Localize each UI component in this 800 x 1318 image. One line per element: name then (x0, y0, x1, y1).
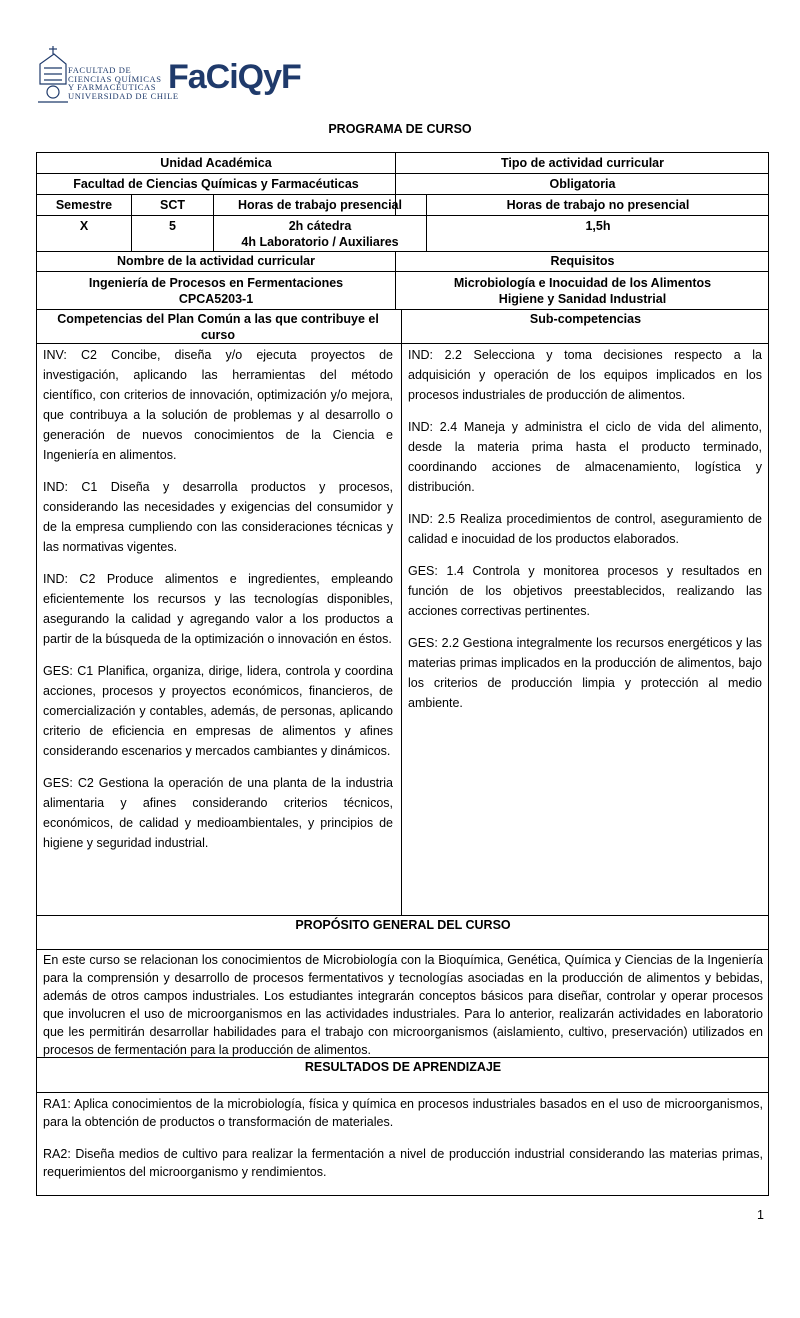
subcompetencias-list (408, 345, 762, 725)
competencia-item: IND: C2 Produce alimentos e ingredientes, empleando eficientemente los recursos y las tecnologías disponibles, asegurando la calidad y agregando valor a los productos a partir de la búsqueda de la optimización o innovación en éstos. (43, 572, 393, 646)
horas-no-presencial-value: 1,5h (585, 219, 611, 233)
horas-presencial-label: Horas de trabajo presencial (238, 198, 402, 212)
resultados-heading: RESULTADOS DE APRENDIZAJE (304, 1060, 502, 1074)
subcompetencia-item: IND: 2.2 Selecciona y toma decisiones respecto a la adquisición y operación de los equipos implicados en los procesos industriales de producción de alimentos. (408, 348, 762, 402)
semestre-value: X (79, 219, 89, 233)
subcompetencia-item: IND: 2.5 Realiza procedimientos de control, aseguramiento de calidad e inocuidad de los productos elaborados. (408, 512, 762, 546)
competencia-item: IND: C1 Diseña y desarrolla productos y procesos, considerando las necesidades y exigencias del consumidor y de la empresa cumpliendo con las consideraciones técnicas y las normativas vigentes. (43, 480, 393, 554)
course-program-table (36, 152, 769, 1196)
semestre-label: Semestre (55, 198, 113, 212)
ra1-text: RA1: Aplica conocimientos de la microbiología, física y química en procesos industriales basados en el uso de microorganismos, para la obtención de productos o transformación de materiales. (43, 1097, 763, 1129)
subcompetencia-item: GES: 1.4 Controla y monitorea procesos y resultados en función de los objetivos preestablecidos, realizando las acciones correctivas pertinentes. (408, 564, 762, 618)
unidad-academica-label: Unidad Académica (160, 156, 272, 170)
requisitos-value: Microbiología e Inocuidad de los Alimentos Higiene y Sanidad Industrial (453, 276, 712, 306)
faculty-name-logo-text: FACULTAD DE CIENCIAS QUÍMICAS Y FARMACÉUTICAS UNIVERSIDAD DE CHILE (68, 65, 179, 101)
subcompetencias-label: Sub-competencias (529, 312, 642, 326)
tipo-actividad-label: Tipo de actividad curricular (500, 156, 664, 170)
competencia-item: GES: C2 Gestiona la operación de una planta de la industria alimentaria y afines considerando criterios técnicos, económicos, de calidad y medioambientales, y principios de higiene y seguridad industrial. (43, 776, 393, 850)
requisitos-label: Requisitos (550, 254, 615, 268)
faciqyf-brand-logo: FaCiQyF (168, 58, 301, 96)
sct-value: 5 (169, 219, 176, 233)
page-number: 1 (757, 1208, 764, 1222)
horas-presencial-value: 2h cátedra 4h Laboratorio / Auxiliares (241, 219, 399, 249)
proposito-heading: PROPÓSITO GENERAL DEL CURSO (295, 918, 511, 932)
nombre-actividad-value: Ingeniería de Procesos en Fermentaciones CPCA5203-1 (88, 276, 344, 306)
horas-no-presencial-label: Horas de trabajo no presencial (506, 198, 690, 212)
subcompetencia-item: IND: 2.4 Maneja y administra el ciclo de vida del alimento, desde la materia prima hasta el producto terminado, coordinando acciones de almacenamiento, logística y distribución. (408, 420, 762, 494)
competencia-item: GES: C1 Planifica, organiza, dirige, lidera, controla y coordina acciones, procesos y proyectos económicos, financieros, de comercialización y contables, además, de personas, aplicando criterio de eficiencia en empresas de alimentos y afines considerando escenarios y mercados cambiantes y dinámicos. (43, 664, 393, 758)
tipo-actividad-value: Obligatoria (549, 177, 616, 191)
ra2-text: RA2: Diseña medios de cultivo para realizar la fermentación a nivel de producción industrial considerando las materias primas, requerimientos del microorganismo y rendimientos. (43, 1147, 763, 1179)
sct-label: SCT (160, 198, 185, 212)
competencias-label: Competencias del Plan Común a las que contribuye el curso (57, 312, 379, 342)
subcompetencia-item: GES: 2.2 Gestiona integralmente los recursos energéticos y las materias primas implicados en la producción de alimentos, bajo los criterios de producción limpia y protección al medio ambiente. (408, 636, 762, 710)
nombre-actividad-label: Nombre de la actividad curricular (117, 254, 315, 268)
competencias-list (43, 345, 393, 865)
page-title: PROGRAMA DE CURSO (328, 122, 472, 136)
proposito-text: En este curso se relacionan los conocimientos de Microbiología con la Bioquímica, Genética, Química y Ciencias de la Ingeniería para la comprensión y desarrollo de procesos fermentativos y tecnologías asociadas en la producción de alimentos y bebidas, además de otros campos industriales. Los estudiantes integrarán conceptos básicos para diseñar, controlar y operar procesos que involucren el uso de microorganismos en las actividades industriales. Para lo anterior, realizarán actividades en laboratorio que les permitirán desarrollar habilidades para el trabajo con microorganismos (aislamiento, cultivo, preservación) utilizados en procesos de fermentación para la producción de alimentos. (43, 953, 763, 1057)
unidad-academica-value: Facultad de Ciencias Químicas y Farmacéuticas (73, 177, 359, 191)
competencia-item: INV: C2 Concibe, diseña y/o ejecuta proyectos de investigación, aplicando las herramientas del método científico, con criterios de innovación, optimización y/o mejora, que contribuya a la solución de problemas y al desarrollo o generación de nuevos conocimientos de la Ciencia e Ingeniería en alimentos. (43, 348, 393, 462)
